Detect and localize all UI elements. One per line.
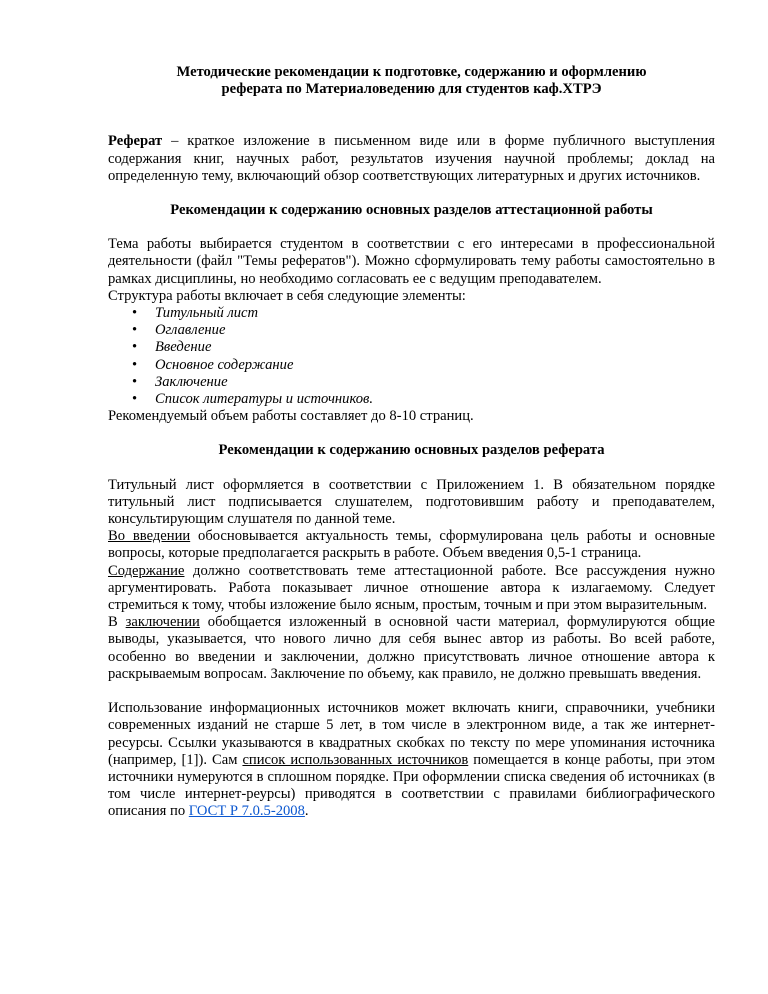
intro-term: Во введении [108,528,191,545]
content-text: должно соответствовать теме аттестационной работе. Все рассуждения нужно аргументировать. Работа показывает личное отношение автора к излагаемому. Следует стремиться к тому, чтобы изложение было ясным, простым, точным и при этом выразительным. [108,562,715,614]
bullet-icon: • [132,322,138,339]
sources-text-1: Использование информационных источников может включать книги, справочники, учебники современных изданий не старше 5 лет, в том числе в электронном виде, а так же интернет-ресурсы. Ссылки указываются в квадратных скобках по тексту по мере упоминания источника (например, [1]). Сам [108,700,715,768]
conclusion-term: заключении [125,614,200,631]
list-item [108,322,715,339]
list-item [108,391,715,408]
section-heading-essay: Рекомендации к содержанию основных разделов реферата [218,442,605,459]
topic-paragraph: Тема работы выбирается студентом в соответствии с его интересами в профессиональной деятельности (файл "Темы рефератов"). Можно сформулировать тему работы самостоятельно в рамках дисциплины, но необходимо согласовать ее с ведущим преподавателем. [108,236,715,287]
list-item-label: Основное содержание [155,356,294,373]
bullet-icon: • [132,391,138,408]
bullet-icon: • [132,305,138,322]
definition-term: Реферат [108,133,163,150]
list-item-label: Список литературы и источников. [155,391,374,408]
bullet-icon: • [132,339,138,356]
document-title [108,64,715,98]
document-title-line-2: реферата по Материаловедению для студентов каф.ХТРЭ [221,81,602,98]
list-item [108,339,715,356]
definition-paragraph [108,133,715,185]
list-item-label: Титульный лист [155,305,259,322]
conclusion-text: обобщается изложенный в основной части материал, формулируются общие выводы, указывается, что нового лично для себя вынес автор из работы. Во всей работе, особенно во введении и заключении, должно присутствовать личное отношение автора к раскрываемым вопросам. Заключение по объему, как правило, не должно превышать введения. [108,614,715,682]
content-term: Содержание [108,562,185,579]
content-paragraph [108,563,715,615]
structure-intro: Структура работы включает в себя следующие элементы: [108,287,466,304]
conclusion-paragraph [108,614,715,683]
sources-text-3: . [304,803,309,820]
list-item-label: Введение [155,339,212,356]
bullet-icon: • [132,356,138,373]
document-title-line-1: Методические рекомендации к подготовке, содержанию и оформлению [176,64,647,80]
list-item-label: Заключение [155,373,228,390]
document-page [108,64,715,821]
volume-paragraph: Рекомендуемый объем работы составляет до 8-10 страниц. [108,408,474,425]
definition-text: – краткое изложение в письменном виде или в форме публичного выступления содержания книг, научных работ, результатов изучения научной проблемы; доклад на определенную тему, включающий обзор соответствующих литературных и других источников. [108,133,715,184]
intro-text: обосновывается актуальность темы, сформулирована цель работы и основные вопросы, которые предполагается раскрыть в работе. Объем введения 0,5-1 страница. [108,528,715,562]
list-item [108,374,715,391]
intro-paragraph [108,528,715,562]
sources-term: список использованных источников [242,751,469,768]
list-item-label: Оглавление [155,322,226,339]
list-item [108,305,715,322]
section-heading-work: Рекомендации к содержанию основных разделов аттестационной работы [170,202,653,219]
gost-link[interactable]: ГОСТ Р 7.0.5-2008 [188,803,305,820]
structure-list [108,305,715,408]
conclusion-pre: В [108,614,126,631]
bullet-icon: • [132,373,138,390]
list-item [108,357,715,374]
sources-paragraph [108,700,715,820]
title-page-paragraph: Титульный лист оформляется в соответствии с Приложением 1. В обязательном порядке титульный лист подписывается слушателем, подготовившим работу и преподавателем, консультирующим слушателя по данной теме. [108,476,715,528]
sources-text-2: помещается в конце работы, при этом источники нумеруются в сплошном порядке. При оформлении списка сведения об источниках (в том числе интернет-реурсы) приводятся в соответствии с правилами библиографического описания по [108,751,715,820]
